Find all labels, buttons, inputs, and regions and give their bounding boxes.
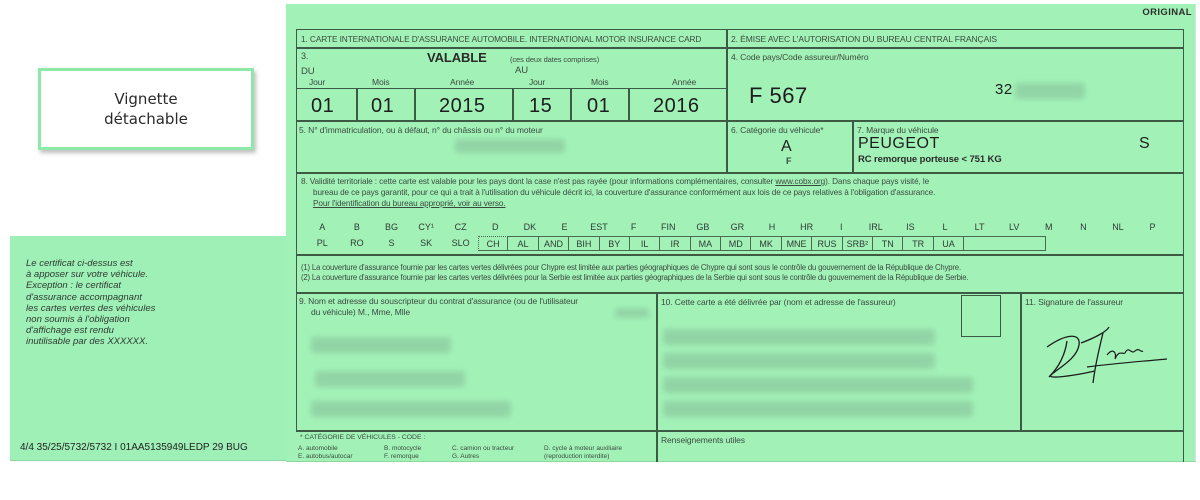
country-code: EST xyxy=(590,222,608,232)
country-code: IRL xyxy=(868,222,883,232)
au-label: AU xyxy=(515,65,528,76)
reproduction-note: (reproduction interdite) xyxy=(544,453,610,460)
country-code: NL xyxy=(1112,222,1124,232)
country-code: FIN xyxy=(660,222,676,232)
country-code-boxed: BY xyxy=(600,236,630,251)
country-code: DK xyxy=(523,222,537,232)
country-code: GR xyxy=(730,222,745,232)
section-8-text-end: ). Dans chaque pays visité, le xyxy=(825,177,930,186)
section-2-label: 2. ÉMISE AVEC L'AUTORISATION DU BUREAU CENTRAL FRANÇAIS xyxy=(731,34,997,44)
redacted-card-number xyxy=(1015,83,1085,99)
category-e: E. autobus/autocar xyxy=(298,453,353,460)
country-code: F xyxy=(630,222,637,232)
country-code: P xyxy=(1149,222,1156,232)
country-code: IS xyxy=(906,222,915,232)
redacted-field xyxy=(615,308,649,318)
to-month-box xyxy=(570,88,630,122)
section-11-signature xyxy=(1020,292,1184,432)
categories-title: * CATÉGORIE DE VÉHICULES - CODE : xyxy=(300,434,426,441)
footnote-1: (1) La couverture d'assurance fournie par les cartes vertes délivrées pour Chypre est limitée aux parties géographiques de Chypre qui sont sous le contrôle du gouvernement de la République de Chypre. xyxy=(301,263,961,272)
stub-line: d'assurance accompagnant xyxy=(26,291,142,303)
country-code: LV xyxy=(1009,222,1020,232)
vehicle-category: A xyxy=(781,138,793,155)
section-3-number: 3. xyxy=(301,51,309,61)
country-code: D xyxy=(492,222,499,232)
country-code-boxed: BIH xyxy=(569,236,599,251)
stub-line: d'affichage est rendu xyxy=(26,325,114,337)
useful-info xyxy=(656,430,1184,462)
country-code: S xyxy=(388,238,395,248)
to-month-header: Mois xyxy=(591,77,609,87)
vehicle-subcategory: F xyxy=(786,156,792,166)
category-c: C. camion ou tracteur xyxy=(452,445,515,452)
stub-line: à apposer sur votre véhicule. xyxy=(26,269,148,281)
section-11-label: 11. Signature de l'assureur xyxy=(1025,297,1123,307)
country-code: CY¹ xyxy=(418,222,434,232)
category-g: G. Autres xyxy=(452,453,480,460)
valable-label: VALABLE xyxy=(427,50,487,65)
section-8-line3: Pour l'identification du bureau approprié, voir au verso. xyxy=(313,199,506,208)
section-10-insurer xyxy=(656,292,1022,432)
countries-row-1 xyxy=(305,220,1170,235)
original-label: ORIGINAL xyxy=(1142,7,1192,18)
section-4-label: 4. Code pays/Code assureur/Numéro xyxy=(731,52,869,62)
to-day: 15 xyxy=(529,95,553,117)
country-code: HR xyxy=(800,222,814,232)
country-code-boxed: MNE xyxy=(782,236,812,251)
from-year-header: Année xyxy=(450,77,475,87)
country-code-boxed: IL xyxy=(630,236,660,251)
redacted-name xyxy=(311,337,451,353)
section-8-line1 xyxy=(301,177,929,186)
country-code-boxed: MD xyxy=(721,236,751,251)
category-a: A. automobile xyxy=(298,445,338,452)
redacted-registration xyxy=(455,139,565,153)
section-10-label: 10. Cette carte a été délivrée par (nom et adresse de l'assureur) xyxy=(661,297,896,307)
redacted-address-1 xyxy=(315,371,465,387)
country-code: LT xyxy=(974,222,985,232)
country-code: M xyxy=(1045,222,1053,232)
to-year-header: Année xyxy=(672,77,697,87)
trailer-note: RC remorque porteuse < 751 KG xyxy=(858,154,1002,165)
vignette-line2: détachable xyxy=(104,110,188,128)
to-year-box xyxy=(628,88,728,122)
section-8-text: 8. Validité territoriale : cette carte est valable pour les pays dont la case n'est pas rayée (pour informations complémentaires, consulter xyxy=(301,177,776,186)
vignette-line1: Vignette xyxy=(114,90,178,108)
vignette-callout xyxy=(38,68,254,150)
signature-icon xyxy=(1037,319,1177,389)
country-empty-box xyxy=(964,236,1046,251)
country-code-boxed: CH xyxy=(478,236,508,251)
country-code: SK xyxy=(420,238,433,248)
from-day-header: Jour xyxy=(309,77,326,87)
redacted-insurer-1 xyxy=(663,329,935,345)
countries-row-2 xyxy=(305,236,1046,251)
redacted-address-2 xyxy=(311,401,511,417)
country-code-boxed: IR xyxy=(660,236,690,251)
vehicle-make: PEUGEOT xyxy=(858,135,940,152)
country-code: PL xyxy=(316,238,328,248)
country-code-boxed: RUS xyxy=(812,236,842,251)
country-code: CZ xyxy=(454,222,467,232)
section-2-cell xyxy=(726,29,1184,49)
from-month-header: Mois xyxy=(372,77,390,87)
from-year-box xyxy=(414,88,514,122)
category-d: D. cycle à moteur auxiliaire xyxy=(544,445,623,452)
stub-line: les cartes vertes des véhicules xyxy=(26,302,156,314)
from-day-box xyxy=(296,88,358,122)
country-insurer-code: F 567 xyxy=(749,83,808,108)
valable-note: (ces deux dates comprises) xyxy=(510,55,600,64)
country-code-boxed: TR xyxy=(903,236,933,251)
section-7-make xyxy=(852,120,1184,174)
country-code: SLO xyxy=(451,238,470,248)
section-6-label: 6. Catégorie du véhicule* xyxy=(731,125,824,135)
section-7-label: 7. Marque du véhicule xyxy=(857,125,939,135)
section-4-insurer-code xyxy=(726,47,1184,122)
section-1-cell xyxy=(296,29,728,49)
stamp-box xyxy=(961,295,1001,337)
redacted-insurer-3 xyxy=(663,377,973,393)
country-code: L xyxy=(942,222,948,232)
country-code: RO xyxy=(350,238,364,248)
redacted-insurer-4 xyxy=(663,401,973,417)
to-day-box xyxy=(512,88,572,122)
stub-instructions xyxy=(26,258,155,348)
stub-line: inutilisable par des XXXXXX. xyxy=(26,336,148,348)
section-1-label: 1. CARTE INTERNATIONALE D'ASSURANCE AUTOMOBILE. INTERNATIONAL MOTOR INSURANCE CARD xyxy=(301,34,702,44)
country-code: A xyxy=(319,222,326,232)
stub-line: Exception : le certificat xyxy=(26,280,122,292)
category-b: B. motocycle xyxy=(384,445,422,452)
from-month-box xyxy=(356,88,416,122)
section-5-label: 5. N° d'immatriculation, ou à défaut, n° du châssis ou n° du moteur xyxy=(299,125,543,135)
redacted-insurer-2 xyxy=(663,353,935,369)
card-number-prefix: 32 xyxy=(995,81,1013,98)
to-day-header: Jour xyxy=(529,77,546,87)
country-code-boxed: AND xyxy=(539,236,569,251)
footnote-2: (2) La couverture d'assurance fournie par les cartes vertes délivrées pour la Serbie est limitée aux parties géographiques de la Serbie qui sont sous le contrôle du gouvernement de la République de Serbie. xyxy=(301,273,969,282)
serial-code: 4/4 35/25/5732/5732 I 01AA5135949LEDP 29 BUG xyxy=(20,442,248,453)
useful-info-label: Renseignements utiles xyxy=(661,435,745,445)
categories-legend xyxy=(296,430,658,462)
country-code: BG xyxy=(384,222,398,232)
footnotes-cell xyxy=(296,254,1184,294)
country-code-boxed: TN xyxy=(873,236,903,251)
stub-line: non soumis à l'obligation xyxy=(26,314,130,326)
country-code: E xyxy=(561,222,568,232)
country-code: B xyxy=(353,222,360,232)
country-code: H xyxy=(768,222,776,232)
to-year: 2016 xyxy=(653,95,700,117)
country-code: N xyxy=(1080,222,1087,232)
section-8-line2: bureau de ce pays garantit, pour ce qui a trait à l'utilisation du véhicule décrit ici, la couverture d'assurance conformément aux lois de ce pays relatives à l'obligation d'assurance. xyxy=(313,188,936,197)
from-year: 2015 xyxy=(439,95,486,117)
make-suffix: S xyxy=(1139,135,1151,152)
country-code-boxed: AL xyxy=(508,236,538,251)
section-9-policyholder xyxy=(296,292,658,432)
section-9-label-2: du véhicule) M., Mme, Mlle xyxy=(311,307,410,317)
country-code-boxed: MK xyxy=(751,236,781,251)
from-day: 01 xyxy=(311,95,335,117)
category-f: F. remorque xyxy=(384,453,419,460)
from-month: 01 xyxy=(371,95,395,117)
section-6-category xyxy=(726,120,854,174)
section-8-territorial xyxy=(296,172,1184,256)
section-9-label-1: 9. Nom et adresse du souscripteur du contrat d'assurance (ou de l'utilisateur xyxy=(299,296,579,306)
section-5-registration xyxy=(296,120,728,174)
country-code-boxed: SRB² xyxy=(843,236,873,251)
stub-line: Le certificat ci-dessus est xyxy=(26,258,133,269)
country-code: GB xyxy=(696,222,710,232)
country-code: I xyxy=(839,222,843,232)
country-code-boxed: MA xyxy=(691,236,721,251)
du-label: DU xyxy=(301,66,315,77)
cobx-link[interactable]: www.cobx.org xyxy=(775,177,826,186)
country-code-boxed: UA xyxy=(934,236,964,251)
to-month: 01 xyxy=(587,95,611,117)
